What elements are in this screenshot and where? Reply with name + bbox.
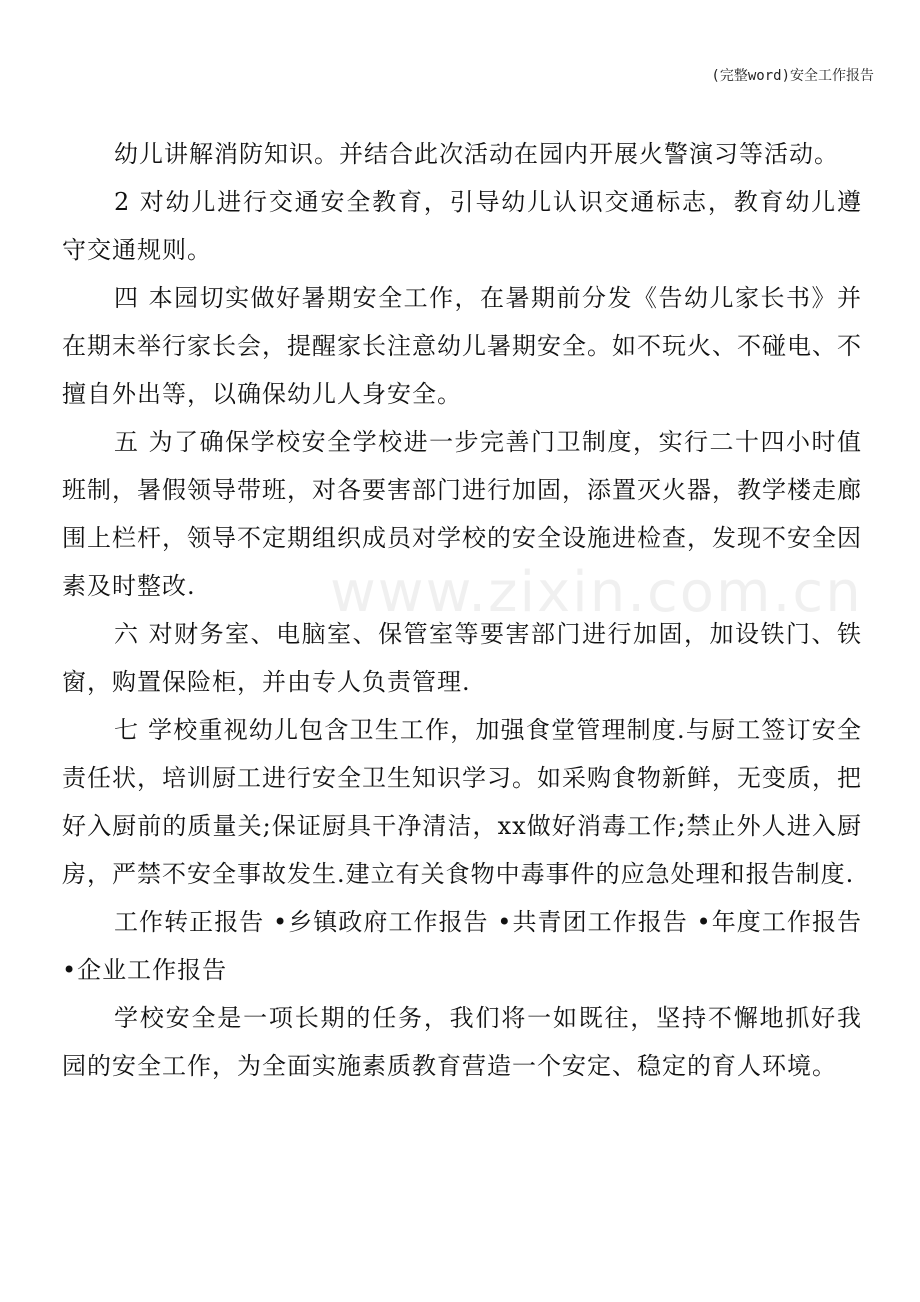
document-body — [62, 130, 862, 1090]
paragraph-hygiene: 七 学校重视幼儿包含卫生工作，加强食堂管理制度.与厨工签订安全责任状，培训厨工进行安全卫生知识学习。如采购食物新鲜，无变质，把好入厨前的质量关;保证厨具干净清洁，xx做好消毒工作;禁止外人进入厨房，严禁不安全事故发生.建立有关食物中毒事件的应急处理和报告制度. — [62, 716, 862, 888]
page-header: (完整word)安全工作报告 — [711, 68, 874, 84]
paragraph-gate-guard: 五 为了确保学校安全学校进一步完善门卫制度，实行二十四小时值班制，暑假领导带班，对各要害部门进行加固，添置灭火器，教学楼走廊围上栏杆，领导不定期组织成员对学校的安全设施进检查，发现不安全因素及时整改. — [62, 428, 862, 600]
paragraph-conclusion: 学校安全是一项长期的任务，我们将一如既往，坚持不懈地抓好我园的安全工作，为全面实施素质教育营造一个安定、稳定的育人环境。 — [62, 1004, 862, 1080]
watermark: www.zixin.com.cn — [330, 560, 863, 625]
paragraph-key-rooms: 六 对财务室、电脑室、保管室等要害部门进行加固，加设铁门、铁窗，购置保险柜，并由专人负责管理. — [62, 620, 862, 696]
paragraph-summer-safety: 四 本园切实做好暑期安全工作，在暑期前分发《告幼儿家长书》并在期末举行家长会，提醒家长注意幼儿暑期安全。如不玩火、不碰电、不擅自外出等，以确保幼儿人身安全。 — [62, 284, 862, 408]
paragraph-fire-safety: 幼儿讲解消防知识。并结合此次活动在园内开展火警演习等活动。 — [114, 140, 839, 168]
paragraph-related-reports: 工作转正报告 •乡镇政府工作报告 •共青团工作报告 •年度工作报告 •企业工作报告 — [62, 908, 862, 984]
paragraph-traffic-safety: 2 对幼儿进行交通安全教育，引导幼儿认识交通标志，教育幼儿遵守交通规则。 — [62, 188, 862, 264]
